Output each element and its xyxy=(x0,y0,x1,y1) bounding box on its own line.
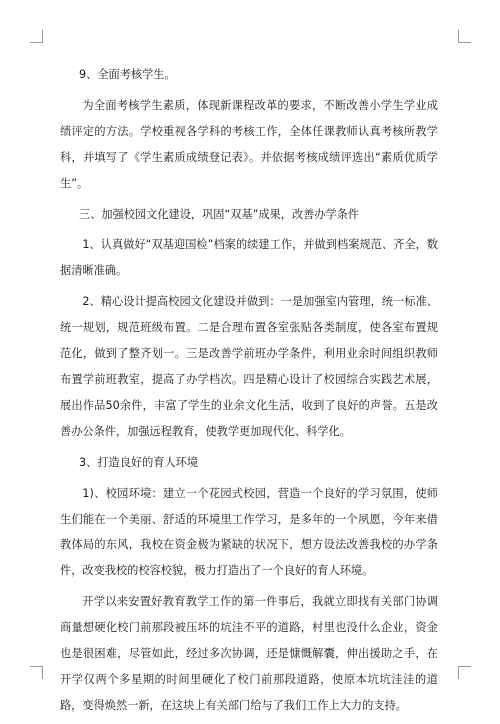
crop-mark-bottom-right xyxy=(458,666,471,679)
section-heading-environment: 3、打造良好的育人环境 xyxy=(79,455,199,469)
crop-mark-top-right xyxy=(458,30,471,43)
section-heading-comprehensive-assessment: 9、全面考核学生。 xyxy=(79,68,176,81)
paragraph-archives: 1、认真做好“双基迎国检”档案的续建工作，并做到档案规范、齐全，数据清晰准确。 xyxy=(60,238,438,278)
document-body xyxy=(60,62,438,724)
crop-mark-bottom-left xyxy=(30,666,43,679)
paragraph-assessment: 为全面考核学生素质，体现新课程改革的要求，不断改善小学生学业成绩评定的方法。学校重视各学科的考核工作，全体任课教师认真考核所教学科，并填写了《学生素质成绩登记表》。并依据考核成绩评选出“素质优质学生”。 xyxy=(60,98,438,190)
crop-mark-top-left xyxy=(30,30,43,43)
section-heading-campus-culture: 三、加强校园文化建设，巩固“双基”成果，改善办学条件 xyxy=(79,207,360,221)
paragraph-campus-environment: 1)、校园环境：建立一个花园式校园，营造一个良好的学习氛围，使师生们能在一个美丽、舒适的环境里工作学习，是多年的一个夙愿，今年来借教体局的东风，我校在资金极为紧缺的状况下，想方设法改善我校的办学条件，改变我校的校容校貌，极力打造出了一个良好的育人环境。 xyxy=(60,486,438,578)
paragraph-campus-design: 2、精心设计提高校园文化建设并做到：一是加强室内管理，统一标准、统一规划，规范班级布置。二是合理布置各室张贴各类制度，使各室布置规范化，做到了整齐划一。三是改善学前班办学条件，利用业余时间组织教师布置学前班教室，提高了办学档次。四是精心设计了校园综合实践艺术展，展出作品50余件，丰富了学生的业余文化生活，收到了良好的声誉。五是改善办公条件，加强远程教育，使教学更加现代化、科学化。 xyxy=(60,295,438,438)
paragraph-road-hardening: 开学以来安置好教育教学工作的第一件事后，我就立即找有关部门协调商量想硬化校门前那段被压坏的坑洼不平的道路，村里也没什么企业，资金也是很困难，尽管如此，经过多次协调，还是慷慨解囊，伸出援助之手，在开学仅两个多星期的时间里硬化了校门前那段道路，使原本坑坑洼洼的道路，变得焕然一新，在这块上有关部门给与了我们工作上大力的支持。 xyxy=(60,595,438,712)
